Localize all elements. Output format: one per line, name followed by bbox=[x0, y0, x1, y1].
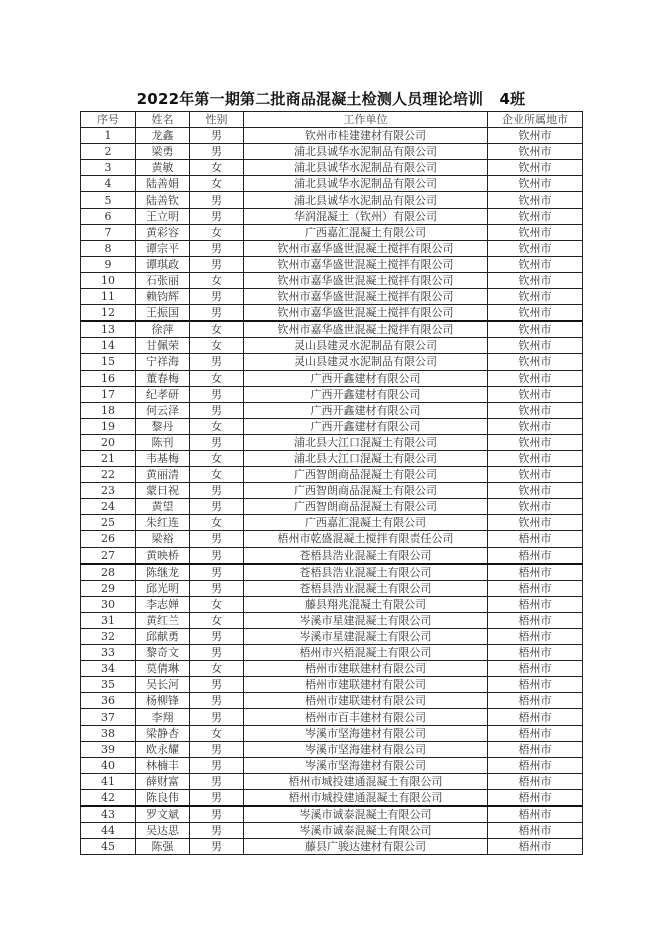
cell-index: 41 bbox=[81, 773, 136, 789]
cell-index: 20 bbox=[81, 434, 136, 450]
cell-name: 黎丹 bbox=[136, 418, 190, 434]
table-row bbox=[81, 564, 583, 581]
cell-index: 37 bbox=[81, 709, 136, 725]
cell-index: 6 bbox=[81, 208, 136, 224]
table-row bbox=[81, 693, 583, 709]
cell-city: 钦州市 bbox=[488, 208, 583, 224]
cell-index: 13 bbox=[81, 321, 136, 338]
cell-name: 王振国 bbox=[136, 305, 190, 322]
cell-name: 邱献勇 bbox=[136, 629, 190, 645]
cell-city: 梧州市 bbox=[488, 645, 583, 661]
cell-index: 3 bbox=[81, 160, 136, 176]
cell-city: 梧州市 bbox=[488, 564, 583, 581]
cell-employer: 梧州市建联建材有限公司 bbox=[244, 693, 488, 709]
cell-index: 29 bbox=[81, 580, 136, 596]
cell-employer: 华润混凝土（钦州）有限公司 bbox=[244, 208, 488, 224]
cell-name: 杨柳锋 bbox=[136, 693, 190, 709]
cell-index: 5 bbox=[81, 192, 136, 208]
cell-gender: 男 bbox=[190, 547, 244, 564]
cell-employer: 钦州市嘉华盛世混凝土搅拌有限公司 bbox=[244, 305, 488, 322]
cell-name: 梁静杏 bbox=[136, 725, 190, 741]
cell-city: 钦州市 bbox=[488, 370, 583, 386]
cell-employer: 钦州市嘉华盛世混凝土搅拌有限公司 bbox=[244, 272, 488, 288]
cell-gender: 女 bbox=[190, 418, 244, 434]
table-row bbox=[81, 806, 583, 823]
cell-gender: 女 bbox=[190, 612, 244, 628]
cell-city: 钦州市 bbox=[488, 160, 583, 176]
cell-index: 30 bbox=[81, 596, 136, 612]
table-row bbox=[81, 240, 583, 256]
cell-employer: 苍梧县浩业混凝土有限公司 bbox=[244, 564, 488, 581]
cell-index: 8 bbox=[81, 240, 136, 256]
cell-index: 14 bbox=[81, 338, 136, 354]
table-row bbox=[81, 580, 583, 596]
cell-city: 梧州市 bbox=[488, 806, 583, 823]
cell-name: 赖钧辉 bbox=[136, 289, 190, 305]
cell-employer: 广西嘉汇混凝土有限公司 bbox=[244, 515, 488, 531]
cell-name: 莫倩琳 bbox=[136, 661, 190, 677]
cell-index: 11 bbox=[81, 289, 136, 305]
cell-gender: 男 bbox=[190, 208, 244, 224]
table-row bbox=[81, 596, 583, 612]
cell-name: 黄敏 bbox=[136, 160, 190, 176]
cell-gender: 女 bbox=[190, 338, 244, 354]
cell-employer: 广西智朗商品混凝土有限公司 bbox=[244, 483, 488, 499]
cell-name: 朱红连 bbox=[136, 515, 190, 531]
table-row bbox=[81, 386, 583, 402]
cell-employer: 浦北县诚华水泥制品有限公司 bbox=[244, 160, 488, 176]
cell-employer: 梧州市乾盛混凝土搅拌有限责任公司 bbox=[244, 531, 488, 547]
cell-gender: 男 bbox=[190, 289, 244, 305]
table-row bbox=[81, 612, 583, 628]
cell-employer: 钦州市嘉华盛世混凝土搅拌有限公司 bbox=[244, 256, 488, 272]
cell-name: 何云泽 bbox=[136, 402, 190, 418]
cell-employer: 梧州市百丰建材有限公司 bbox=[244, 709, 488, 725]
cell-index: 25 bbox=[81, 515, 136, 531]
cell-city: 钦州市 bbox=[488, 483, 583, 499]
cell-gender: 女 bbox=[190, 596, 244, 612]
cell-name: 谭宗平 bbox=[136, 240, 190, 256]
cell-city: 钦州市 bbox=[488, 338, 583, 354]
cell-city: 钦州市 bbox=[488, 272, 583, 288]
cell-city: 钦州市 bbox=[488, 450, 583, 466]
cell-gender: 男 bbox=[190, 806, 244, 823]
cell-index: 19 bbox=[81, 418, 136, 434]
cell-gender: 男 bbox=[190, 128, 244, 144]
cell-city: 梧州市 bbox=[488, 661, 583, 677]
cell-gender: 男 bbox=[190, 434, 244, 450]
cell-name: 梁勇 bbox=[136, 144, 190, 160]
cell-index: 7 bbox=[81, 224, 136, 240]
header-employer: 工作单位 bbox=[244, 112, 488, 128]
cell-index: 9 bbox=[81, 256, 136, 272]
cell-gender: 女 bbox=[190, 515, 244, 531]
cell-employer: 广西开鑫建材有限公司 bbox=[244, 386, 488, 402]
cell-index: 2 bbox=[81, 144, 136, 160]
cell-employer: 浦北县大江口混凝土有限公司 bbox=[244, 434, 488, 450]
cell-name: 李志婵 bbox=[136, 596, 190, 612]
cell-gender: 女 bbox=[190, 160, 244, 176]
cell-index: 32 bbox=[81, 629, 136, 645]
cell-gender: 男 bbox=[190, 256, 244, 272]
cell-name: 梁裕 bbox=[136, 531, 190, 547]
cell-gender: 男 bbox=[190, 531, 244, 547]
cell-name: 欧永耀 bbox=[136, 741, 190, 757]
table-row bbox=[81, 499, 583, 515]
cell-city: 钦州市 bbox=[488, 224, 583, 240]
table-row bbox=[81, 402, 583, 418]
table-row bbox=[81, 434, 583, 450]
cell-employer: 岑溪市星建混凝土有限公司 bbox=[244, 612, 488, 628]
cell-name: 甘佩荣 bbox=[136, 338, 190, 354]
cell-index: 21 bbox=[81, 450, 136, 466]
table-row bbox=[81, 483, 583, 499]
cell-name: 陈继龙 bbox=[136, 564, 190, 581]
cell-city: 梧州市 bbox=[488, 596, 583, 612]
cell-employer: 广西嘉汇混凝土有限公司 bbox=[244, 224, 488, 240]
cell-city: 梧州市 bbox=[488, 629, 583, 645]
cell-name: 董春梅 bbox=[136, 370, 190, 386]
cell-gender: 男 bbox=[190, 645, 244, 661]
table-row bbox=[81, 176, 583, 192]
table-row bbox=[81, 305, 583, 322]
cell-name: 蒙日祝 bbox=[136, 483, 190, 499]
cell-city: 梧州市 bbox=[488, 725, 583, 741]
cell-city: 梧州市 bbox=[488, 531, 583, 547]
cell-gender: 女 bbox=[190, 370, 244, 386]
page-title: 2022年第一期第二批商品混凝土检测人员理论培训 4班 bbox=[136, 90, 526, 108]
cell-index: 1 bbox=[81, 128, 136, 144]
cell-employer: 广西开鑫建材有限公司 bbox=[244, 402, 488, 418]
cell-employer: 灵山县建灵水泥制品有限公司 bbox=[244, 338, 488, 354]
table-row bbox=[81, 208, 583, 224]
cell-name: 罗文斌 bbox=[136, 806, 190, 823]
cell-employer: 岑溪市诚泰混凝土有限公司 bbox=[244, 806, 488, 823]
cell-employer: 梧州市兴梧混凝土有限公司 bbox=[244, 645, 488, 661]
table-row bbox=[81, 272, 583, 288]
cell-index: 44 bbox=[81, 823, 136, 839]
cell-city: 梧州市 bbox=[488, 823, 583, 839]
cell-gender: 男 bbox=[190, 564, 244, 581]
table-row bbox=[81, 321, 583, 338]
cell-name: 韦基梅 bbox=[136, 450, 190, 466]
cell-city: 钦州市 bbox=[488, 386, 583, 402]
cell-employer: 岑溪市诚泰混凝土有限公司 bbox=[244, 823, 488, 839]
cell-employer: 藤县广骏达建材有限公司 bbox=[244, 839, 488, 855]
cell-gender: 男 bbox=[190, 386, 244, 402]
cell-index: 31 bbox=[81, 612, 136, 628]
cell-name: 谭琪政 bbox=[136, 256, 190, 272]
cell-city: 梧州市 bbox=[488, 741, 583, 757]
cell-index: 33 bbox=[81, 645, 136, 661]
cell-gender: 男 bbox=[190, 192, 244, 208]
cell-employer: 钦州市嘉华盛世混凝土搅拌有限公司 bbox=[244, 289, 488, 305]
cell-gender: 男 bbox=[190, 499, 244, 515]
cell-gender: 女 bbox=[190, 467, 244, 483]
header-index: 序号 bbox=[81, 112, 136, 128]
cell-name: 陈强 bbox=[136, 839, 190, 855]
cell-city: 梧州市 bbox=[488, 839, 583, 855]
header-city: 企业所属地市 bbox=[488, 112, 583, 128]
cell-city: 梧州市 bbox=[488, 580, 583, 596]
cell-city: 钦州市 bbox=[488, 192, 583, 208]
cell-gender: 男 bbox=[190, 580, 244, 596]
table-row bbox=[81, 823, 583, 839]
table-row bbox=[81, 224, 583, 240]
cell-index: 4 bbox=[81, 176, 136, 192]
table-row bbox=[81, 725, 583, 741]
cell-city: 钦州市 bbox=[488, 354, 583, 370]
cell-employer: 广西智朗商品混凝土有限公司 bbox=[244, 499, 488, 515]
cell-city: 钦州市 bbox=[488, 176, 583, 192]
cell-name: 黎奇文 bbox=[136, 645, 190, 661]
cell-gender: 女 bbox=[190, 661, 244, 677]
table-row bbox=[81, 338, 583, 354]
cell-gender: 男 bbox=[190, 305, 244, 322]
cell-name: 李翔 bbox=[136, 709, 190, 725]
cell-name: 林楠丰 bbox=[136, 757, 190, 773]
cell-gender: 男 bbox=[190, 629, 244, 645]
cell-gender: 男 bbox=[190, 144, 244, 160]
cell-name: 龙鑫 bbox=[136, 128, 190, 144]
cell-gender: 男 bbox=[190, 789, 244, 806]
cell-index: 22 bbox=[81, 467, 136, 483]
table-row bbox=[81, 450, 583, 466]
table-row bbox=[81, 709, 583, 725]
cell-index: 38 bbox=[81, 725, 136, 741]
cell-name: 薛财富 bbox=[136, 773, 190, 789]
cell-name: 黄望 bbox=[136, 499, 190, 515]
cell-employer: 钦州市嘉华盛世混凝土搅拌有限公司 bbox=[244, 240, 488, 256]
table-row bbox=[81, 677, 583, 693]
cell-employer: 梧州市建联建材有限公司 bbox=[244, 677, 488, 693]
cell-employer: 钦州市嘉华盛世混凝土搅拌有限公司 bbox=[244, 321, 488, 338]
table-row bbox=[81, 192, 583, 208]
cell-city: 钦州市 bbox=[488, 418, 583, 434]
table-row bbox=[81, 757, 583, 773]
cell-gender: 男 bbox=[190, 773, 244, 789]
cell-city: 钦州市 bbox=[488, 128, 583, 144]
cell-gender: 男 bbox=[190, 240, 244, 256]
cell-city: 钦州市 bbox=[488, 515, 583, 531]
table-row bbox=[81, 839, 583, 855]
cell-name: 宁祥海 bbox=[136, 354, 190, 370]
cell-index: 34 bbox=[81, 661, 136, 677]
cell-gender: 男 bbox=[190, 693, 244, 709]
cell-name: 陈良伟 bbox=[136, 789, 190, 806]
cell-index: 42 bbox=[81, 789, 136, 806]
cell-name: 黄彩容 bbox=[136, 224, 190, 240]
cell-index: 26 bbox=[81, 531, 136, 547]
cell-name: 黄映桥 bbox=[136, 547, 190, 564]
cell-gender: 女 bbox=[190, 725, 244, 741]
table-header-row bbox=[81, 112, 583, 128]
table-row bbox=[81, 547, 583, 564]
cell-city: 钦州市 bbox=[488, 289, 583, 305]
cell-name: 徐萍 bbox=[136, 321, 190, 338]
cell-name: 陈刊 bbox=[136, 434, 190, 450]
cell-employer: 广西开鑫建材有限公司 bbox=[244, 418, 488, 434]
cell-employer: 苍梧县浩业混凝土有限公司 bbox=[244, 547, 488, 564]
table-row bbox=[81, 629, 583, 645]
cell-gender: 男 bbox=[190, 839, 244, 855]
cell-employer: 梧州市城投建通混凝土有限公司 bbox=[244, 789, 488, 806]
cell-index: 18 bbox=[81, 402, 136, 418]
cell-index: 10 bbox=[81, 272, 136, 288]
cell-city: 梧州市 bbox=[488, 773, 583, 789]
cell-employer: 广西智朗商品混凝土有限公司 bbox=[244, 467, 488, 483]
table-row bbox=[81, 789, 583, 806]
table-row bbox=[81, 418, 583, 434]
cell-name: 石张丽 bbox=[136, 272, 190, 288]
cell-index: 24 bbox=[81, 499, 136, 515]
cell-gender: 男 bbox=[190, 757, 244, 773]
cell-city: 梧州市 bbox=[488, 612, 583, 628]
table-row bbox=[81, 645, 583, 661]
table-row bbox=[81, 289, 583, 305]
cell-employer: 梧州市建联建材有限公司 bbox=[244, 661, 488, 677]
cell-city: 钦州市 bbox=[488, 240, 583, 256]
cell-gender: 男 bbox=[190, 354, 244, 370]
cell-city: 梧州市 bbox=[488, 757, 583, 773]
cell-city: 钦州市 bbox=[488, 402, 583, 418]
cell-name: 黄红兰 bbox=[136, 612, 190, 628]
table-row bbox=[81, 515, 583, 531]
cell-gender: 女 bbox=[190, 450, 244, 466]
table-row bbox=[81, 160, 583, 176]
cell-employer: 浦北县诚华水泥制品有限公司 bbox=[244, 192, 488, 208]
table-row bbox=[81, 467, 583, 483]
cell-employer: 藤县翔兆混凝土有限公司 bbox=[244, 596, 488, 612]
header-gender: 性别 bbox=[190, 112, 244, 128]
cell-city: 梧州市 bbox=[488, 693, 583, 709]
cell-index: 15 bbox=[81, 354, 136, 370]
cell-city: 梧州市 bbox=[488, 789, 583, 806]
cell-city: 钦州市 bbox=[488, 321, 583, 338]
cell-index: 36 bbox=[81, 693, 136, 709]
cell-gender: 女 bbox=[190, 321, 244, 338]
cell-index: 23 bbox=[81, 483, 136, 499]
cell-index: 27 bbox=[81, 547, 136, 564]
cell-city: 钦州市 bbox=[488, 256, 583, 272]
table-row bbox=[81, 144, 583, 160]
table-row bbox=[81, 531, 583, 547]
cell-gender: 女 bbox=[190, 272, 244, 288]
cell-employer: 浦北县诚华水泥制品有限公司 bbox=[244, 176, 488, 192]
cell-employer: 钦州市桂建建材有限公司 bbox=[244, 128, 488, 144]
cell-city: 梧州市 bbox=[488, 547, 583, 564]
cell-gender: 男 bbox=[190, 402, 244, 418]
roster-table bbox=[80, 111, 583, 855]
cell-name: 王立明 bbox=[136, 208, 190, 224]
cell-name: 陆善钦 bbox=[136, 192, 190, 208]
cell-gender: 女 bbox=[190, 176, 244, 192]
cell-name: 邱光明 bbox=[136, 580, 190, 596]
table-row bbox=[81, 370, 583, 386]
cell-index: 39 bbox=[81, 741, 136, 757]
cell-city: 梧州市 bbox=[488, 709, 583, 725]
cell-city: 梧州市 bbox=[488, 677, 583, 693]
cell-gender: 男 bbox=[190, 709, 244, 725]
cell-name: 黄丽清 bbox=[136, 467, 190, 483]
cell-index: 17 bbox=[81, 386, 136, 402]
cell-city: 钦州市 bbox=[488, 499, 583, 515]
cell-index: 12 bbox=[81, 305, 136, 322]
cell-employer: 岑溪市坚海建材有限公司 bbox=[244, 741, 488, 757]
cell-employer: 灵山县建灵水泥制品有限公司 bbox=[244, 354, 488, 370]
cell-employer: 岑溪市星建混凝土有限公司 bbox=[244, 629, 488, 645]
header-name: 姓名 bbox=[136, 112, 190, 128]
cell-index: 35 bbox=[81, 677, 136, 693]
cell-city: 钦州市 bbox=[488, 467, 583, 483]
cell-name: 吴达思 bbox=[136, 823, 190, 839]
cell-name: 陆善娟 bbox=[136, 176, 190, 192]
cell-city: 钦州市 bbox=[488, 305, 583, 322]
cell-employer: 岑溪市坚海建材有限公司 bbox=[244, 757, 488, 773]
cell-employer: 苍梧县浩业混凝土有限公司 bbox=[244, 580, 488, 596]
cell-city: 钦州市 bbox=[488, 434, 583, 450]
cell-gender: 男 bbox=[190, 823, 244, 839]
cell-employer: 岑溪市坚海建材有限公司 bbox=[244, 725, 488, 741]
cell-city: 钦州市 bbox=[488, 144, 583, 160]
cell-gender: 女 bbox=[190, 224, 244, 240]
cell-gender: 男 bbox=[190, 741, 244, 757]
cell-index: 43 bbox=[81, 806, 136, 823]
cell-employer: 梧州市城投建通混凝土有限公司 bbox=[244, 773, 488, 789]
table-row bbox=[81, 128, 583, 144]
table-row bbox=[81, 741, 583, 757]
cell-index: 28 bbox=[81, 564, 136, 581]
cell-gender: 男 bbox=[190, 483, 244, 499]
table-row bbox=[81, 661, 583, 677]
cell-gender: 男 bbox=[190, 677, 244, 693]
cell-employer: 浦北县大江口混凝土有限公司 bbox=[244, 450, 488, 466]
cell-index: 16 bbox=[81, 370, 136, 386]
cell-name: 吴长河 bbox=[136, 677, 190, 693]
table-row bbox=[81, 773, 583, 789]
cell-index: 45 bbox=[81, 839, 136, 855]
table-row bbox=[81, 354, 583, 370]
cell-employer: 浦北县诚华水泥制品有限公司 bbox=[244, 144, 488, 160]
cell-employer: 广西开鑫建材有限公司 bbox=[244, 370, 488, 386]
cell-name: 纪孝研 bbox=[136, 386, 190, 402]
cell-index: 40 bbox=[81, 757, 136, 773]
table-row bbox=[81, 256, 583, 272]
